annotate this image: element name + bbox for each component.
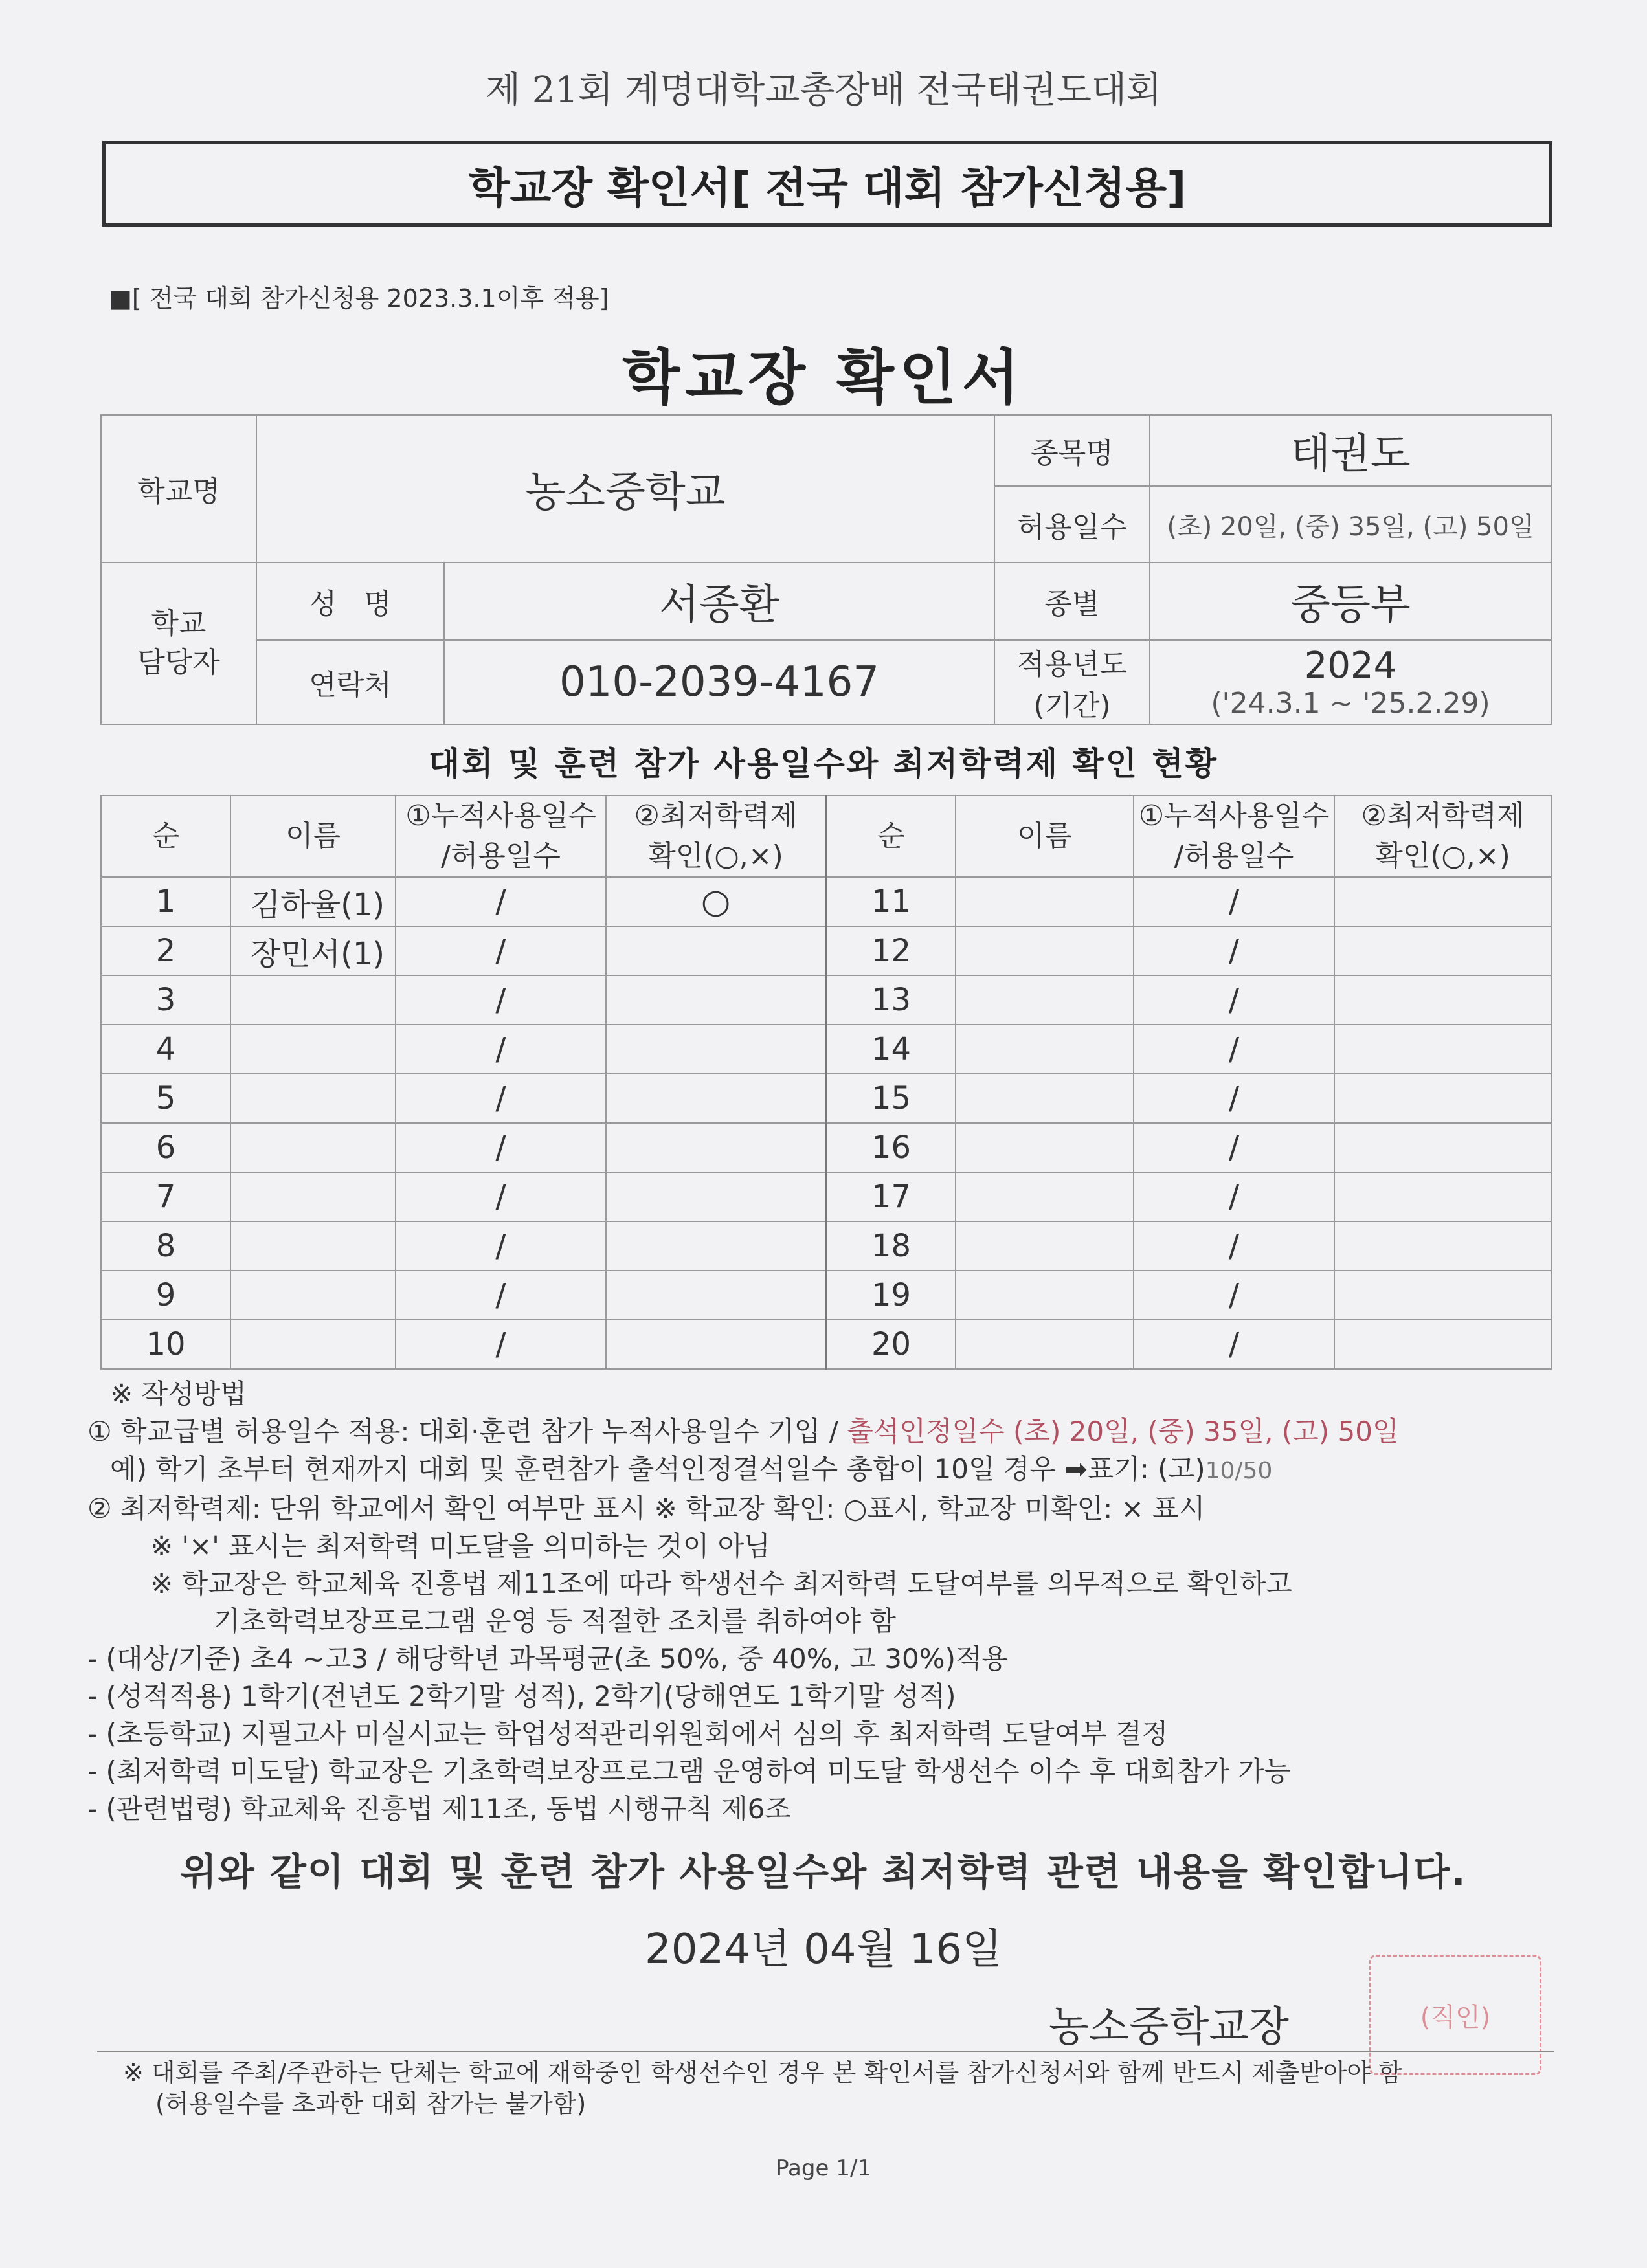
footer-note-line: ※ 대회를 주최/주관하는 단체는 학교에 재학중인 학생선수인 경우 본 확인서를 참가신청서와 함께 반드시 제출받아야 함 xyxy=(123,2058,1402,2087)
row-check xyxy=(606,926,826,975)
row-days-right: / xyxy=(1134,975,1334,1025)
row-days: / xyxy=(396,1221,606,1271)
row-name xyxy=(230,1025,396,1074)
row-name xyxy=(230,1123,396,1172)
col-header-check-right-l2: 확인(○,×) xyxy=(1375,839,1510,873)
row-name xyxy=(230,1320,396,1369)
footer-divider xyxy=(97,2051,1554,2052)
col-header-days-l2: /허용일수 xyxy=(441,839,561,873)
row-days: / xyxy=(396,1123,606,1172)
row-name xyxy=(230,1172,396,1221)
method-line: - (최저학력 미도달) 학교장은 기초학력보장프로그램 운영하여 미도달 학생선수 이수 후 대회참가 가능 xyxy=(87,1755,1291,1787)
table-row xyxy=(101,1074,1551,1123)
method-example-value: 10/50 xyxy=(1205,1458,1273,1484)
row-days-right: / xyxy=(1134,1074,1334,1123)
row-no: 1 xyxy=(101,877,230,926)
method-highlight: 출석인정일수 (초) 20일, (중) 35일, (고) 50일 xyxy=(847,1416,1399,1447)
row-name: 장민서(1) xyxy=(230,926,396,975)
official-seal: (직인) xyxy=(1369,1955,1541,2075)
row-name-right xyxy=(956,975,1134,1025)
writing-method xyxy=(87,1375,1560,1828)
row-no-right: 16 xyxy=(826,1123,956,1172)
row-no-right: 13 xyxy=(826,975,956,1025)
table-row xyxy=(101,1271,1551,1320)
method-line xyxy=(110,1451,1560,1490)
row-name xyxy=(230,1221,396,1271)
row-days-right: / xyxy=(1134,926,1334,975)
row-check xyxy=(606,1025,826,1074)
col-header-days-l1: ①누적사용일수 xyxy=(405,799,596,832)
row-no: 9 xyxy=(101,1271,230,1320)
manager-name-label: 성 명 xyxy=(256,562,444,640)
row-no: 3 xyxy=(101,975,230,1025)
row-no-right: 14 xyxy=(826,1025,956,1074)
row-check-right xyxy=(1334,1074,1551,1123)
table-header-row xyxy=(101,795,1551,877)
method-line xyxy=(87,1413,1560,1451)
row-check-right xyxy=(1334,1025,1551,1074)
contact-value: 010-2039-4167 xyxy=(444,640,994,724)
row-no: 10 xyxy=(101,1320,230,1369)
row-no-right: 12 xyxy=(826,926,956,975)
category-label: 종별 xyxy=(994,562,1150,640)
row-no-right: 18 xyxy=(826,1221,956,1271)
table-row xyxy=(101,926,1551,975)
row-name xyxy=(230,1074,396,1123)
row-no: 4 xyxy=(101,1025,230,1074)
row-days: / xyxy=(396,1271,606,1320)
page-number: Page 1/1 xyxy=(776,2155,871,2181)
row-name-right xyxy=(956,1172,1134,1221)
school-name: 농소중학교 xyxy=(256,415,994,562)
section-title: 대회 및 훈련 참가 사용일수와 최저학력제 확인 현황 xyxy=(428,745,1219,783)
row-check-right xyxy=(1334,1123,1551,1172)
main-title: 학교장 확인서 xyxy=(622,343,1025,412)
row-check xyxy=(606,1320,826,1369)
row-days: / xyxy=(396,1172,606,1221)
row-no: 7 xyxy=(101,1172,230,1221)
row-no: 2 xyxy=(101,926,230,975)
row-check xyxy=(606,1123,826,1172)
table-row xyxy=(101,877,1551,926)
row-days-right: / xyxy=(1134,1172,1334,1221)
row-name-right xyxy=(956,1123,1134,1172)
table-row xyxy=(101,1221,1551,1271)
method-line: 기초학력보장프로그램 운영 등 적절한 조치를 취하여야 함 xyxy=(214,1605,896,1637)
row-name-right xyxy=(956,1320,1134,1369)
row-name-right xyxy=(956,1221,1134,1271)
col-header-check-right-l1: ②최저학력제 xyxy=(1361,799,1525,832)
col-header-check-l1: ②최저학력제 xyxy=(634,799,798,832)
col-header-days-right xyxy=(1134,795,1334,877)
document-title-box: 학교장 확인서[ 전국 대회 참가신청용] xyxy=(102,141,1552,227)
method-title: ※ 작성방법 xyxy=(110,1378,247,1410)
col-header-name-right: 이름 xyxy=(956,795,1134,877)
sport-value: 태권도 xyxy=(1150,415,1551,486)
row-check xyxy=(606,1074,826,1123)
year-value: 2024 xyxy=(1304,645,1397,687)
sport-label: 종목명 xyxy=(994,415,1150,486)
year-label-cell xyxy=(994,640,1150,724)
method-line: - (초등학교) 지필고사 미실시교는 학업성적관리위원회에서 심의 후 최저학력 도달여부 결정 xyxy=(87,1718,1169,1750)
category-value: 중등부 xyxy=(1150,562,1551,640)
method-line-text: ① 학교급별 허용일수 적용: 대회·훈련 참가 누적사용일수 기입 / xyxy=(87,1416,847,1447)
row-no-right: 17 xyxy=(826,1172,956,1221)
row-name-right xyxy=(956,1074,1134,1123)
manager-label: 학교 담당자 xyxy=(101,562,256,724)
row-name xyxy=(230,1271,396,1320)
manager-name: 서종환 xyxy=(444,562,994,640)
row-days: / xyxy=(396,1074,606,1123)
method-line: ※ '×' 표시는 최저학력 미도달을 의미하는 것이 아님 xyxy=(150,1530,770,1562)
row-days: / xyxy=(396,975,606,1025)
col-header-name: 이름 xyxy=(230,795,396,877)
method-line: - (관련법령) 학교체육 진흥법 제11조, 동법 시행규칙 제6조 xyxy=(87,1793,791,1825)
row-name xyxy=(230,975,396,1025)
row-no-right: 11 xyxy=(826,877,956,926)
method-line: ※ 학교장은 학교체육 진흥법 제11조에 따라 학생선수 최저학력 도달여부를 의무적으로 확인하고 xyxy=(150,1568,1292,1599)
event-title: 제 21회 계명대학교총장배 전국태권도대회 xyxy=(485,69,1162,111)
year-label: 적용년도 xyxy=(1016,648,1127,681)
row-days-right: / xyxy=(1134,1123,1334,1172)
row-check-right xyxy=(1334,1172,1551,1221)
row-name-right xyxy=(956,1025,1134,1074)
table-row xyxy=(101,1025,1551,1074)
row-days-right: / xyxy=(1134,1221,1334,1271)
row-name: 김하율(1) xyxy=(230,877,396,926)
allowed-days-label: 허용일수 xyxy=(994,486,1150,562)
row-days-right: / xyxy=(1134,877,1334,926)
row-check-right xyxy=(1334,1271,1551,1320)
method-line: - (성적적용) 1학기(전년도 2학기말 성적), 2학기(당해연도 1학기말 성적) xyxy=(87,1680,956,1712)
row-check xyxy=(606,1172,826,1221)
method-line: ② 최저학력제: 단위 학교에서 확인 여부만 표시 ※ 학교장 확인: ○표시, 학교장 미확인: × 표시 xyxy=(87,1493,1205,1524)
row-check-right xyxy=(1334,975,1551,1025)
year-period: ('24.3.1 ~ '25.2.29) xyxy=(1211,687,1490,720)
row-days: / xyxy=(396,1320,606,1369)
row-name-right xyxy=(956,926,1134,975)
row-days: / xyxy=(396,926,606,975)
col-header-days-right-l1: ①누적사용일수 xyxy=(1138,799,1330,832)
row-check-right xyxy=(1334,877,1551,926)
col-header-check xyxy=(606,795,826,877)
row-check xyxy=(606,1271,826,1320)
table-row xyxy=(101,975,1551,1025)
issue-date: 2024년 04월 16일 xyxy=(645,1926,1002,1973)
col-header-check-right xyxy=(1334,795,1551,877)
footer-note-line: (허용일수를 초과한 대회 참가는 불가함) xyxy=(155,2089,587,2118)
method-line: - (대상/기준) 초4 ~고3 / 해당학년 과목평균(초 50%, 중 40%, 고 30%)적용 xyxy=(87,1643,1009,1674)
method-line-text: 예) 학기 초부터 현재까지 대회 및 훈련참가 출석인정결석일수 총합이 10일 경우 ➡표기: (고) xyxy=(110,1453,1205,1485)
row-days-right: / xyxy=(1134,1320,1334,1369)
allowed-days-value: (초) 20일, (중) 35일, (고) 50일 xyxy=(1150,486,1551,562)
row-no-right: 20 xyxy=(826,1320,956,1369)
row-check: ○ xyxy=(606,877,826,926)
row-days: / xyxy=(396,1025,606,1074)
contact-label: 연락처 xyxy=(256,640,444,724)
year-value-cell xyxy=(1150,640,1551,724)
col-header-no: 순 xyxy=(101,795,230,877)
row-check xyxy=(606,1221,826,1271)
table-row xyxy=(101,1123,1551,1172)
row-days-right: / xyxy=(1134,1271,1334,1320)
row-no: 8 xyxy=(101,1221,230,1271)
table-row xyxy=(101,1172,1551,1221)
row-name-right xyxy=(956,877,1134,926)
participant-table xyxy=(100,795,1552,1370)
row-check xyxy=(606,975,826,1025)
row-check-right xyxy=(1334,1320,1551,1369)
application-note-tag: ■[ 전국 대회 참가신청용 2023.3.1이후 적용] xyxy=(109,284,609,313)
table-row xyxy=(101,1320,1551,1369)
col-header-days xyxy=(396,795,606,877)
row-no: 6 xyxy=(101,1123,230,1172)
row-check-right xyxy=(1334,1221,1551,1271)
col-header-no-right: 순 xyxy=(826,795,956,877)
row-days-right: / xyxy=(1134,1025,1334,1074)
school-label: 학교명 xyxy=(101,415,256,562)
col-header-days-right-l2: /허용일수 xyxy=(1174,839,1294,873)
confirmation-statement: 위와 같이 대회 및 훈련 참가 사용일수와 최저학력 관련 내용을 확인합니다. xyxy=(180,1850,1467,1894)
footer-note xyxy=(123,2057,1402,2119)
row-no: 5 xyxy=(101,1074,230,1123)
row-days: / xyxy=(396,877,606,926)
row-name-right xyxy=(956,1271,1134,1320)
year-label-period: (기간) xyxy=(1033,689,1111,722)
col-header-check-l2: 확인(○,×) xyxy=(648,839,783,873)
principal-name: 농소중학교장 xyxy=(1049,2003,1289,2051)
row-check-right xyxy=(1334,926,1551,975)
school-info-table xyxy=(100,414,1552,725)
row-no-right: 15 xyxy=(826,1074,956,1123)
row-no-right: 19 xyxy=(826,1271,956,1320)
